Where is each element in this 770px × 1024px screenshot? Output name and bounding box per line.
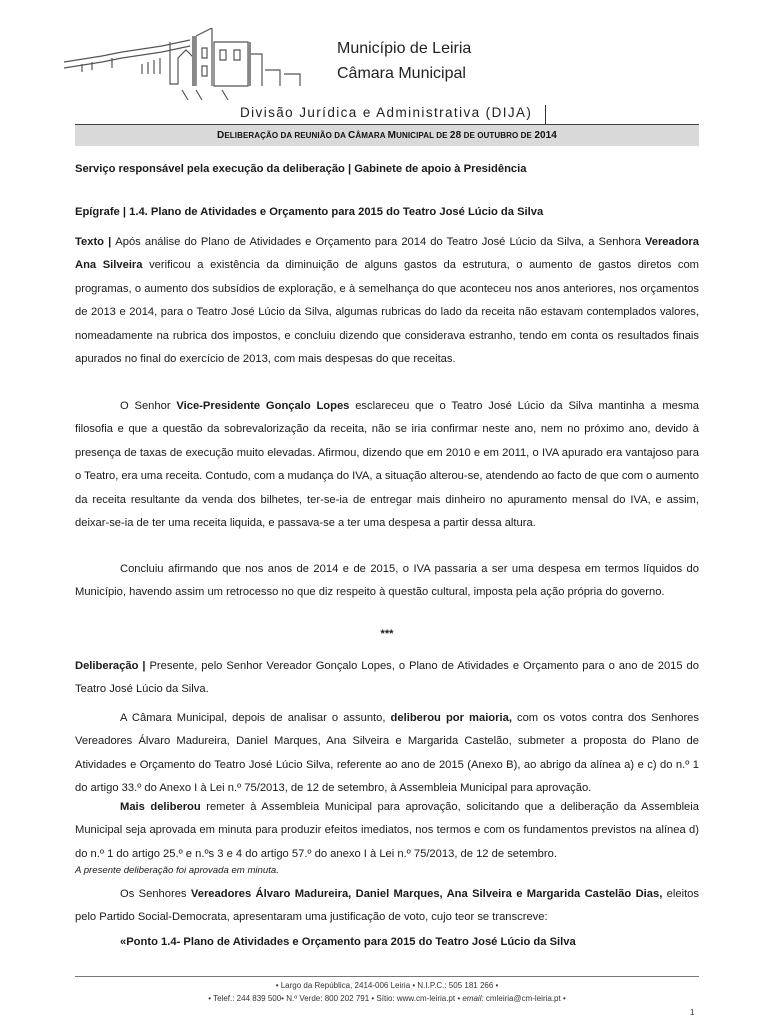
council-name: Câmara Municipal <box>337 65 466 82</box>
title-day: 28 <box>449 130 462 141</box>
municipality-name: Município de Leiria <box>337 40 472 57</box>
title-text-3: UNICIPAL DE <box>396 131 450 140</box>
texto-label: Texto | <box>75 236 116 248</box>
title-text-1: ELIBERAÇÃO DA REUNIÃO DA <box>224 131 349 140</box>
minuta-note: A presente deliberação foi aprovada em minuta. <box>75 865 279 876</box>
deliberacao-p4-b: eleitos pelo Partido Social-Democrata, apresentaram uma justificação de voto, cujo teor se transcreve: <box>75 888 699 924</box>
deliberacao-p2-a: A Câmara Municipal, depois de analisar o assunto, <box>120 712 391 724</box>
vote-justification-quote: «Ponto 1.4- Plano de Atividades e Orçamento para 2015 do Teatro José Lúcio da Silva <box>120 936 576 948</box>
deliberacao-p2-bold: deliberou por maioria, <box>390 712 512 724</box>
texto-p2-bold: Vice-Presidente Gonçalo Lopes <box>176 400 350 412</box>
title-initial-m: M <box>387 130 397 141</box>
deliberacao-paragraph-4 <box>75 883 699 930</box>
deliberacao-label: Deliberação | <box>75 660 150 672</box>
texto-p2-a: O Senhor <box>120 400 177 412</box>
title-text-2: ÂMARA <box>355 131 388 140</box>
texto-paragraph-3: Concluiu afirmando que nos anos de 2014 e de 2015, o IVA passaria a ser uma despesa em termos líquidos do Município, havendo assim um retrocesso no que diz respeito à questão cultural, imposta pela ação própria do governo. <box>75 563 699 599</box>
texto-paragraph-1 <box>75 231 699 371</box>
texto-p1-bold: Vereadora Ana Silveira <box>75 236 699 272</box>
deliberacao-p3-b: remeter à Assembleia Municipal para aprovação, solicitando que a deliberação da Assembleia Municipal seja aprovada em minuta para produzir efeitos imediatos, nos termos e com os fundamentos previstos na alínea d) do n.º 1 do artigo 25.º e n.ºs 3 e 4 do artigo 57.º do anexo I à Lei n.º 75/2013, de 12 de setembro. <box>75 801 699 860</box>
footer-contacts <box>75 994 699 1003</box>
deliberacao-p3-bold: Mais deliberou <box>120 801 201 813</box>
title-year: 2014 <box>534 130 557 141</box>
title-initial-d: D <box>217 130 225 141</box>
texto-p1-b: verificou a existência da diminuição de alguns gastos da estrutura, o aumento de gastos diretos com programas, o aumento dos subsídios de exploração, e à semelhança do que aconteceu nos anos anteriores, nos orçamentos de 2013 e 2014, para o Teatro José Lúcio da Silva, algumas rubricas do lado da receita não estavam contemplados valores, nomeadamente na rubrica dos impostos, e concluiu dizendo que considerava estranho, tendo em conta os resultados finais apurados no final do exercício de 2013, com mais despesas do que receitas. <box>75 259 699 366</box>
footer-contacts-a: • Telef.: 244 839 500• N.º Verde: 800 202 791 • Sítio: www.cm-leiria.pt • <box>208 994 463 1003</box>
deliberacao-p4-a: Os Senhores <box>120 888 191 900</box>
deliberacao-p4-bold: Vereadores Álvaro Madureira, Daniel Marques, Ana Silveira e Margarida Castelão Dias, <box>190 888 663 900</box>
footer-email-label: email: <box>462 994 484 1003</box>
deliberacao-p1: Presente, pelo Senhor Vereador Gonçalo Lopes, o Plano de Atividades e Orçamento para o ano de 2015 do Teatro José Lúcio da Silva. <box>75 660 699 696</box>
organization-name <box>337 36 471 86</box>
title-text-4: DE OUTUBRO DE <box>461 131 535 140</box>
municipal-logo-drawing <box>62 28 312 102</box>
page-number: 1 <box>690 1008 695 1017</box>
division-name: Divisão Jurídica e Administrativa (DIJA) <box>240 105 546 125</box>
footer-address: • Largo da República, 2414-006 Leiria • N.I.P.C.: 505 181 266 • <box>275 981 499 990</box>
texto-paragraph-2 <box>75 395 699 535</box>
deliberacao-p2-b: com os votos contra dos Senhores Vereadores Álvaro Madureira, Daniel Marques, Ana Silveira e Margarida Castelão, submeter a proposta do Plano de Atividades e Orçamento do Teatro José Lúcio Silva, referente ao ano de 2015 (Anexo B), ao abrigo da alínea a) e c) do n.º 1 do artigo 33.º do Anexo I à Lei n.º 75/2013, de 12 de setembro, à Assembleia Municipal para aprovação. <box>75 712 699 795</box>
title-initial-c: C <box>348 130 356 141</box>
footer-contacts-b: cmleiria@cm-leiria.pt • <box>483 994 566 1003</box>
epigrafe: Epígrafe | 1.4. Plano de Atividades e Orçamento para 2015 do Teatro José Lúcio da Silva <box>75 206 544 218</box>
deliberacao-paragraph-3 <box>75 796 699 866</box>
footer-divider <box>75 976 699 977</box>
deliberacao-paragraph-2 <box>75 707 699 801</box>
service-line: Serviço responsável pela execução da deliberação | Gabinete de apoio à Presidência <box>75 163 527 175</box>
texto-p1-a: Após análise do Plano de Atividades e Orçamento para 2014 do Teatro José Lúcio da Silva, a Senhora <box>115 236 645 248</box>
texto-p2-b: esclareceu que o Teatro José Lúcio da Silva mantinha a mesma filosofia e que a questão da sobrevalorização da receita, não se iria confirmar neste ano, nem no próximo ano, devido à presença de taxas de execução muito elevadas. Afirmou, dizendo que em 2010 e em 2011, o IVA apurado era vantajoso para o Teatro, era uma receita. Contudo, com a mudança do IVA, a situação alterou-se, atendendo ao facto de que com o aumento da receita resultante da venda dos bilhetes, ter-se-ia de entregar mais dinheiro no apuramento mensal do IVA, e assim, deixar-se-ia de ter uma receita liquida, e passava-se a ter uma despesa a partir dessa altura. <box>75 400 699 530</box>
section-separator: *** <box>380 628 394 640</box>
deliberation-title-band <box>75 124 699 146</box>
deliberacao-paragraph-1 <box>75 655 699 702</box>
